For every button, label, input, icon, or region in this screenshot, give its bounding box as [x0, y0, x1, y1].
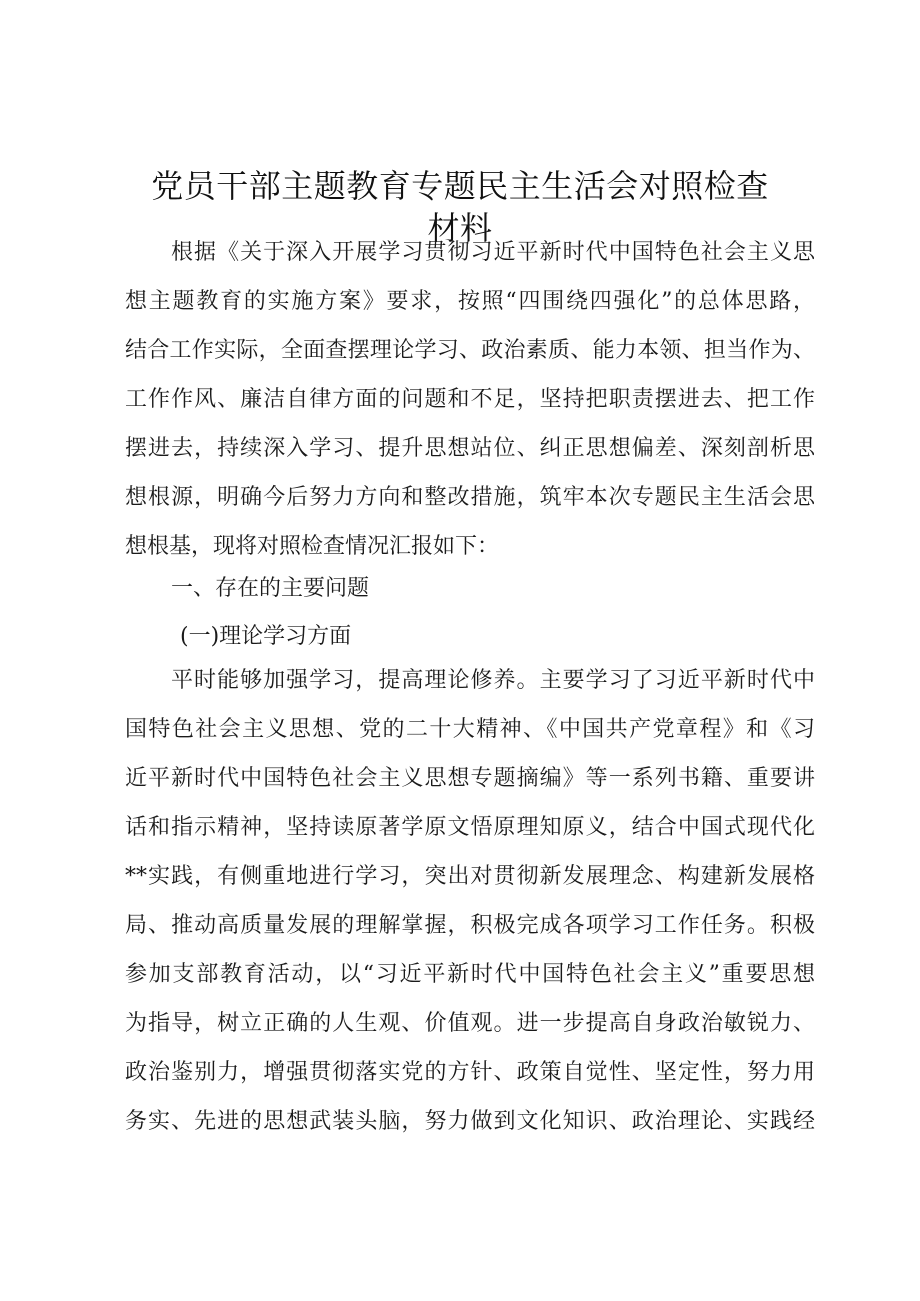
document-title-line-2: 材料 — [427, 209, 493, 247]
paragraph-1-line: 结合工作实际，全面查摆理论学习、政治素质、能力本领、担当作为、 — [125, 338, 815, 363]
paragraph-2-line: 话和指示精神，坚持读原著学原文悟原理知原义，结合中国式现代化 — [125, 815, 815, 840]
paragraph-2-line: 参加支部教育活动，以“习近平新时代中国特色社会主义”重要思想 — [125, 962, 815, 987]
paragraph-2-line: 国特色社会主义思想、党的二十大精神、《中国共产党章程》和《习 — [125, 717, 815, 742]
paragraph-2-line: 局、推动高质量发展的理解掌握，积极完成各项学习工作任务。积极 — [125, 913, 815, 938]
section-heading: 一、存在的主要问题 — [171, 576, 370, 601]
paragraph-2-line: **实践，有侧重地进行学习，突出对贯彻新发展理念、构建新发展格 — [125, 864, 815, 889]
paragraph-1-line: 根据《关于深入开展学习贯彻习近平新时代中国特色社会主义思 — [171, 240, 815, 265]
paragraph-1-line: 想根源，明确今后努力方向和整改措施，筑牢本次专题民主生活会思 — [125, 485, 815, 510]
paragraph-2-line: 近平新时代中国特色社会主义思想专题摘编》等一系列书籍、重要讲 — [125, 766, 815, 791]
paragraph-2-line: 政治鉴别力，增强贯彻落实党的方针、政策自觉性、坚定性，努力用 — [125, 1060, 815, 1085]
paragraph-2-line: 务实、先进的思想武装头脑，努力做到文化知识、政治理论、实践经 — [125, 1109, 815, 1134]
paragraph-1-line: 工作作风、廉洁自律方面的问题和不足，坚持把职责摆进去、把工作 — [125, 387, 815, 412]
paragraph-1-line: 想主题教育的实施方案》要求，按照“四围绕四强化”的总体思路， — [125, 289, 815, 314]
subsection-heading: (一)理论学习方面 — [180, 624, 352, 649]
paragraph-2-line: 平时能够加强学习，提高理论修养。主要学习了习近平新时代中 — [171, 668, 815, 693]
paragraph-1-line: 摆进去，持续深入学习、提升思想站位、纠正思想偏差、深刻剖析思 — [125, 436, 815, 461]
paragraph-1-line: 想根基，现将对照检查情况汇报如下： — [125, 534, 500, 559]
document-title-line-1: 党员干部主题教育专题民主生活会对照检查 — [151, 167, 769, 205]
paragraph-2-line: 为指导，树立正确的人生观、价值观。进一步提高自身政治敏锐力、 — [125, 1011, 815, 1036]
